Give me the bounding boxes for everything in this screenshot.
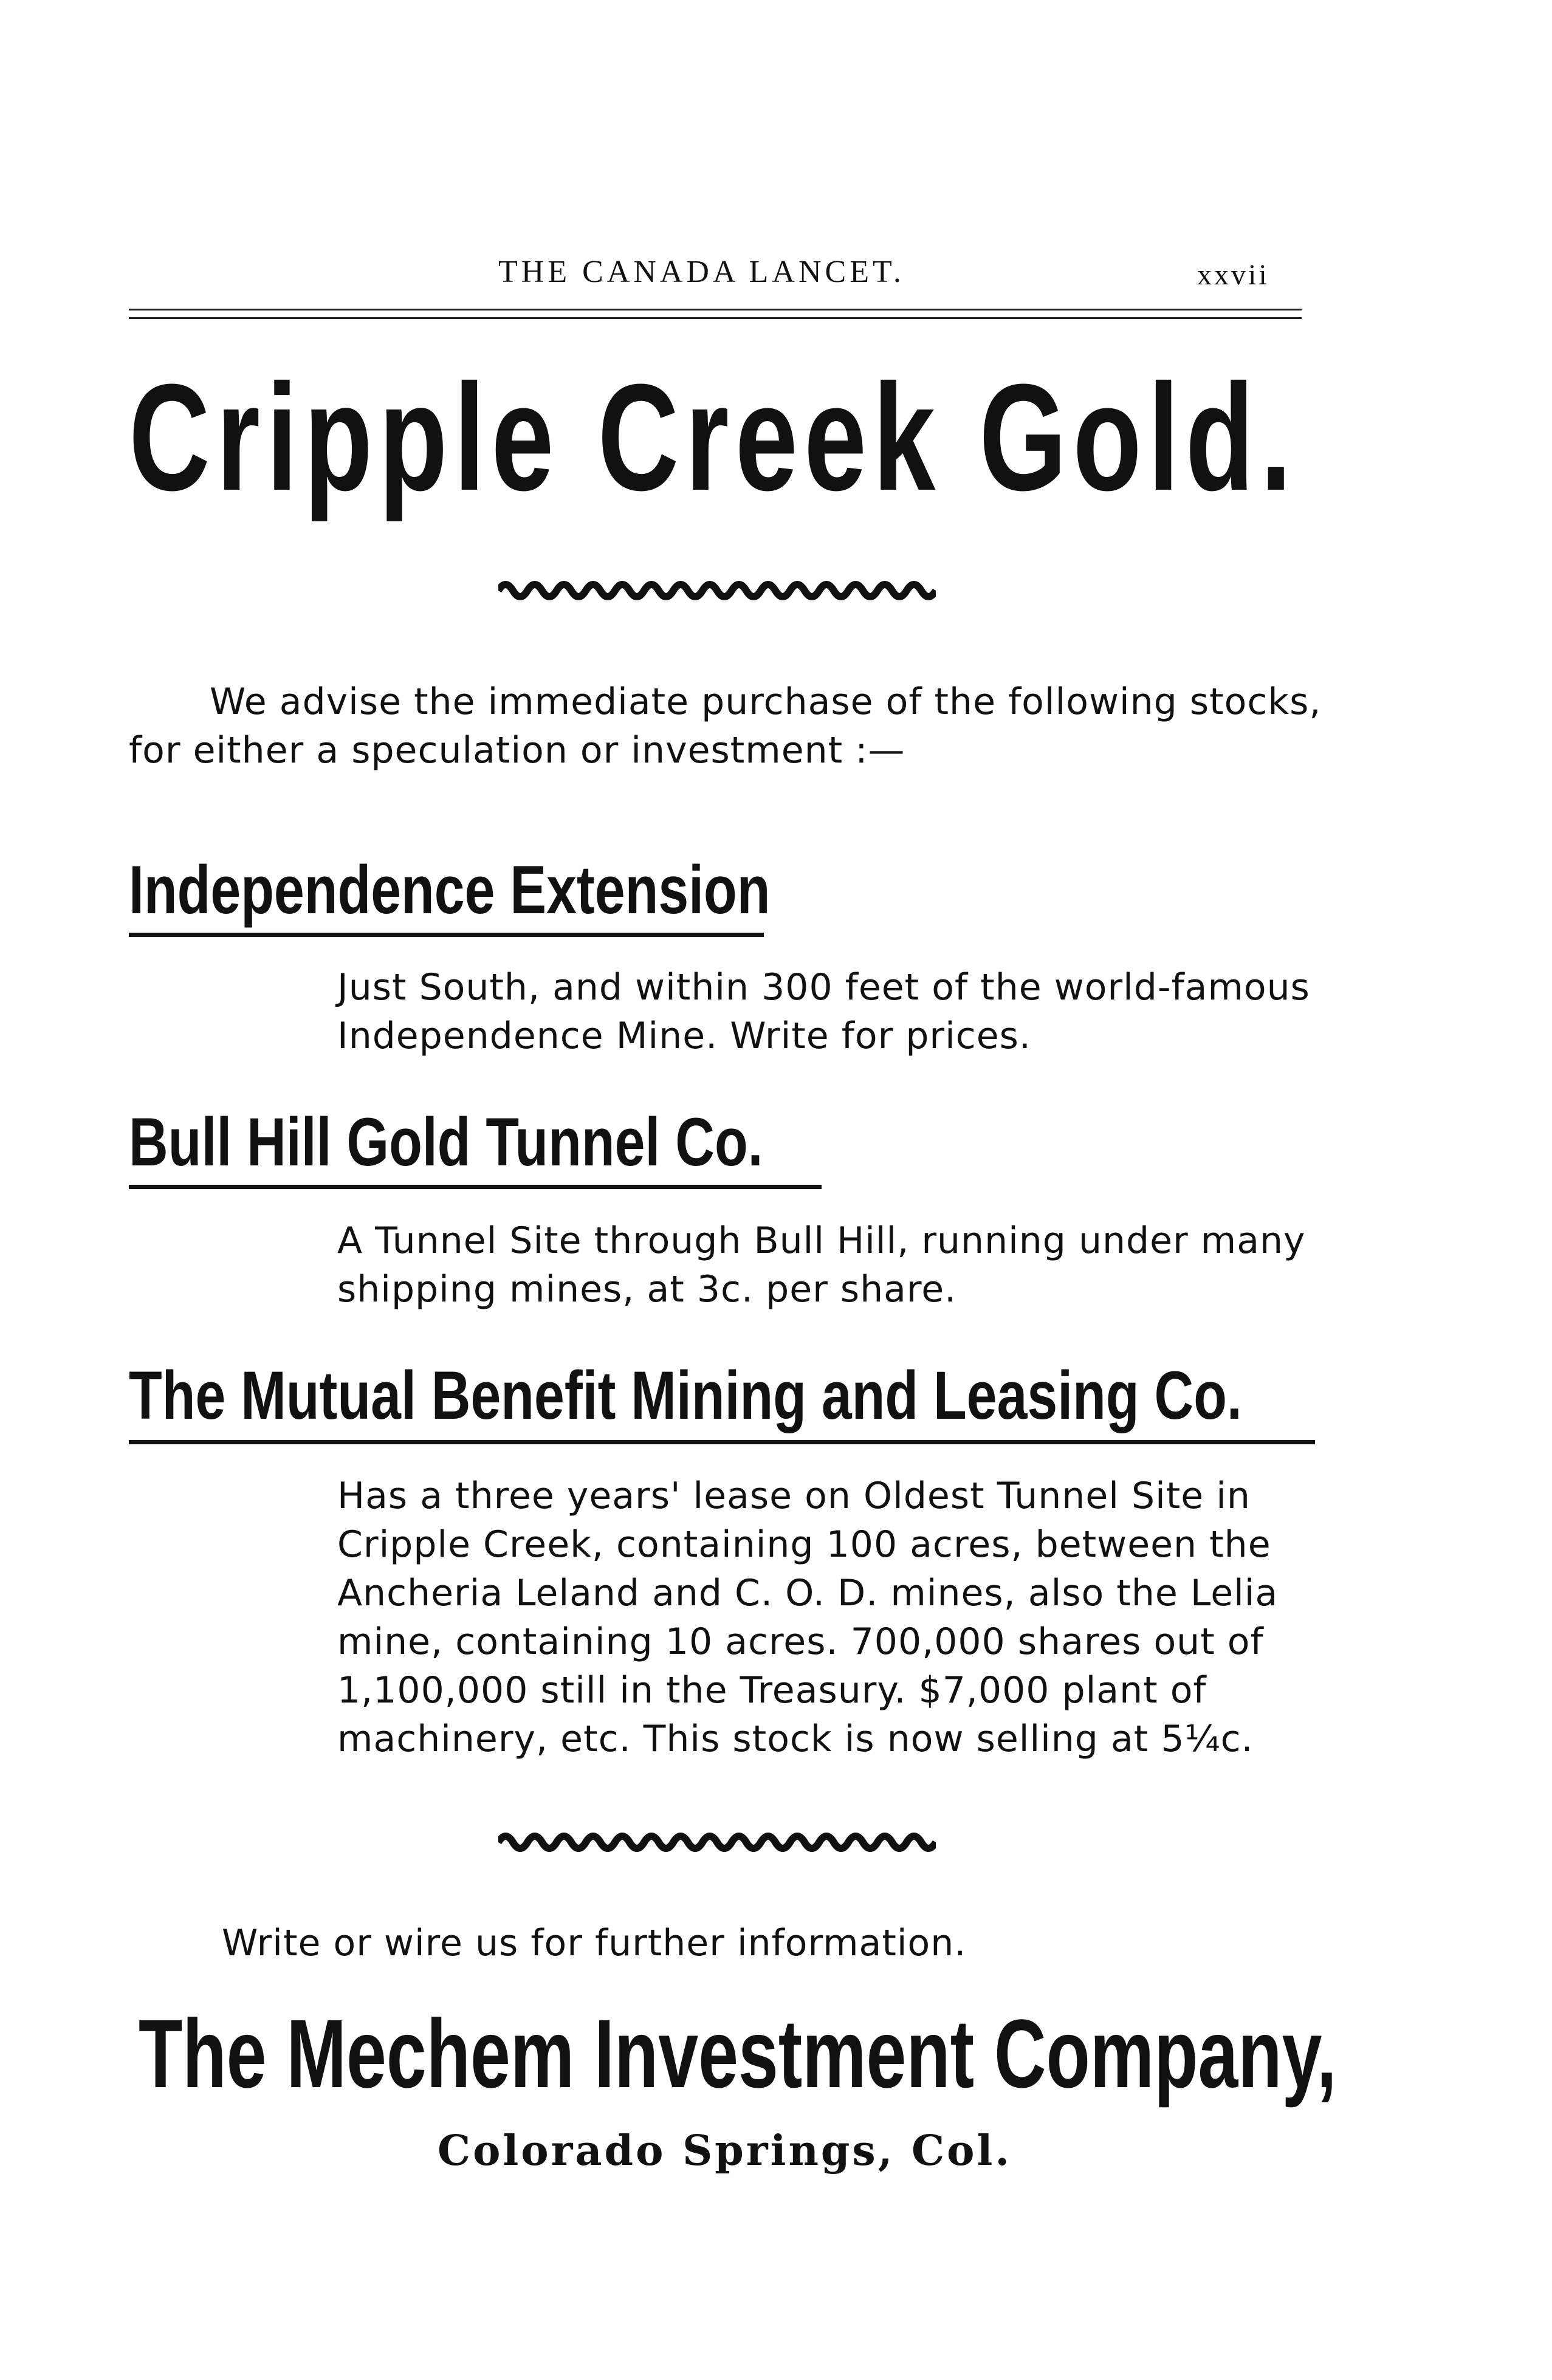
company-heading-bull-hill: Bull Hill Gold Tunnel Co. [129, 1104, 763, 1180]
advertiser-location: Colorado Springs, Col. [438, 2127, 1012, 2175]
header-rule-top [129, 309, 1302, 310]
company-heading-independence-extension: Independence Extension [129, 852, 771, 928]
intro-line-1: We advise the immediate purchase of the following stocks, [210, 681, 1322, 723]
heading-underline [129, 933, 764, 937]
footer-note: Write or wire us for further information. [222, 1922, 967, 1964]
company-description-bull-hill [337, 1216, 1319, 1314]
company-heading-mutual-benefit: The Mutual Benefit Mining and Leasing Co. [129, 1357, 1242, 1433]
running-head-title: THE CANADA LANCET. [498, 255, 905, 289]
description-line: Independence Mine. Write for prices. [337, 1015, 1031, 1057]
description-line: A Tunnel Site through Bull Hill, running under many [337, 1219, 1306, 1262]
description-line: Has a three years' lease on Oldest Tunnel Site in [337, 1475, 1251, 1517]
company-description-independence-extension [337, 963, 1319, 1060]
advertiser-name: The Mechem Investment Company, [139, 1999, 1337, 2108]
description-line: machinery, etc. This stock is now selling at 5¼c. [337, 1718, 1254, 1760]
heading-underline [129, 1440, 1315, 1444]
description-line: Just South, and within 300 feet of the world-famous [337, 966, 1310, 1009]
intro-line-2: for either a speculation or investment :— [129, 729, 905, 772]
description-line: mine, containing 10 acres. 700,000 shares out of [337, 1620, 1264, 1663]
description-line: shipping mines, at 3c. per share. [337, 1268, 957, 1311]
header-rule-bottom [129, 317, 1302, 319]
company-description-mutual-benefit [337, 1472, 1319, 1763]
wave-ornament-icon [498, 1830, 936, 1854]
description-line: Cripple Creek, containing 100 acres, between the [337, 1523, 1271, 1566]
description-line: Ancheria Leland and C. O. D. mines, also the Lelia [337, 1572, 1279, 1614]
headline: Cripple Creek Gold. [129, 352, 1298, 522]
wave-ornament-icon [498, 578, 936, 603]
page-number: xxvii [1197, 259, 1269, 291]
heading-underline [129, 1185, 822, 1189]
description-line: 1,100,000 still in the Treasury. $7,000 plant of [337, 1669, 1207, 1712]
